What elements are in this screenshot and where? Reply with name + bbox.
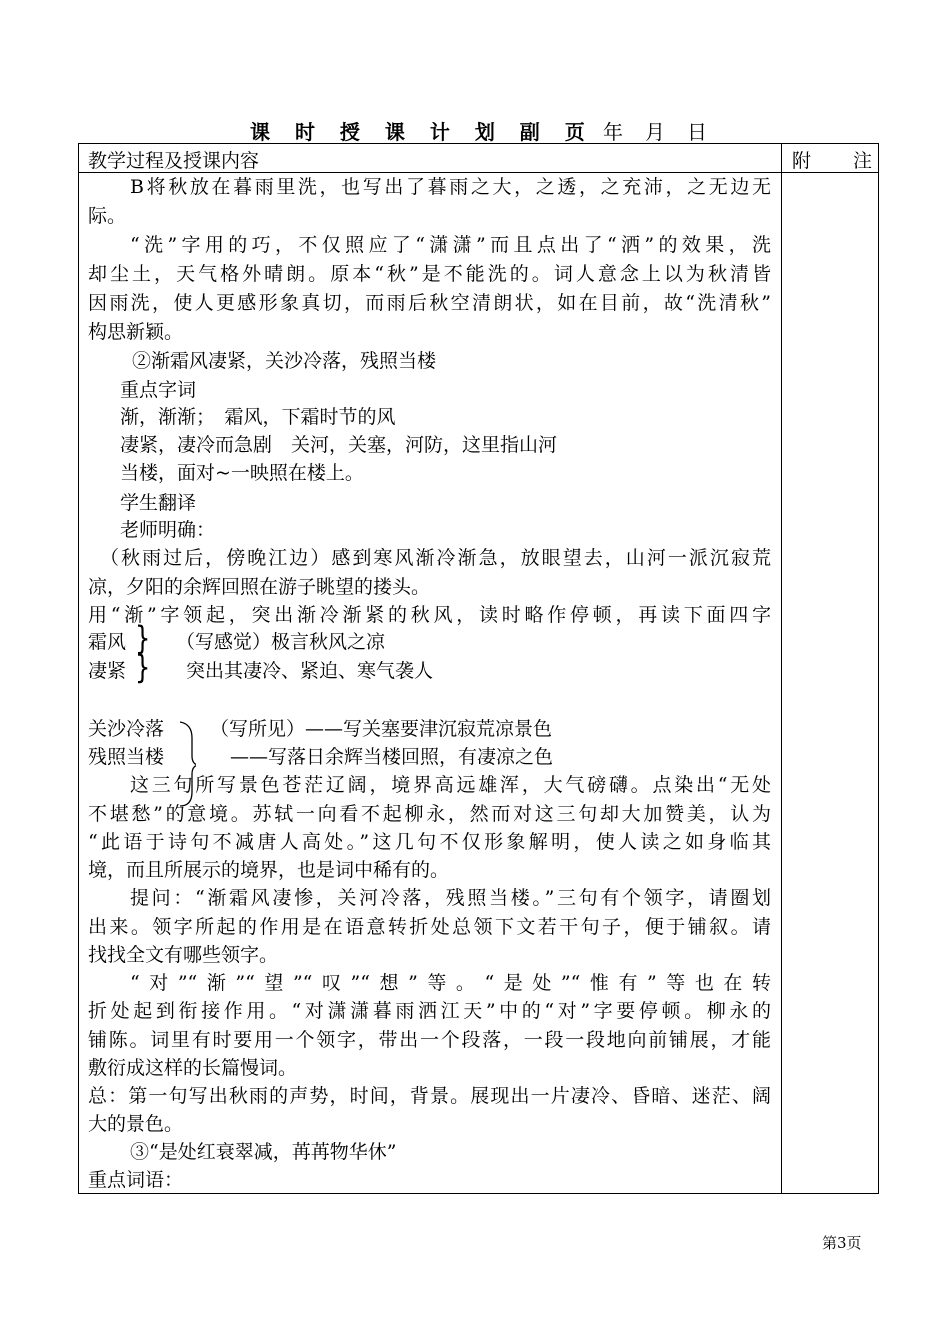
text-line: “对”“渐”“望”“叹”“想”等。“是处”“惟有”等也在转 [130, 972, 771, 994]
page-number: 第3页 [822, 1234, 862, 1252]
text-line: “此语于诗句不减唐人高处。”这几句不仅形象解明，使人读之如身临其 [88, 831, 771, 853]
text-line: 出来。领字所起的作用是在语意转折处总领下文若干句子，便于铺叙。请 [88, 916, 771, 938]
text-line: ②渐霜风凄紧，关沙冷落，残照当楼 [132, 350, 437, 372]
text-line: “洗”字用的巧，不仅照应了“潇潇”而且点出了“洒”的效果，洗 [130, 234, 771, 256]
text-line: 境，而且所展示的境界，也是词中稀有的。 [88, 859, 450, 881]
text-line: 霜风 [88, 631, 127, 653]
text-line: 老师明确： [120, 519, 216, 541]
brace-symbol: } [135, 648, 151, 686]
text-line: 学生翻译 [120, 492, 197, 514]
text-line: 因雨洗，使人更感形象真切，而雨后秋空清朗状，如在目前，故“洗清秋” [88, 292, 771, 314]
date-field [603, 116, 729, 145]
text-line: 突出其凄冷、紧迫、寒气袭人 [186, 660, 434, 682]
text-line: 不堪愁”的意境。苏轼一向看不起柳永，然而对这三句却大加赞美，认为 [88, 803, 771, 825]
text-line: 找找全文有哪些领字。 [88, 944, 279, 966]
text-line: 折处起到衔接作用。“对潇潇暮雨洒江天”中的“对”字要停顿。柳永的 [88, 1000, 771, 1022]
text-line: ③“是处红衰翠减，苒苒物华休” [130, 1141, 397, 1163]
page-title: 课 时 授 课 计 划 副 页 [250, 120, 594, 144]
text-line: （写所见）——写关塞要津沉寂荒凉景色 [210, 718, 553, 740]
text-line: 这三句所写景色苍茫辽阔，境界高远雄浑，大气磅礴。点染出“无处 [130, 774, 771, 796]
text-line: B将秋放在暮雨里洗，也写出了暮雨之大，之透，之充沛，之无边无 [130, 176, 771, 198]
text-line: 重点字词 [120, 379, 197, 401]
text-line: ——写落日余辉当楼回照，有凄凉之色 [230, 746, 554, 768]
text-line: 敷衍成这样的长篇慢词。 [88, 1057, 298, 1079]
column-header-content: 教学过程及授课内容 [88, 150, 260, 172]
brace-symbol: } [135, 619, 151, 657]
text-line: 用“渐”字领起，突出渐冷渐紧的秋风，读时略作停顿，再读下面四字 [88, 604, 771, 626]
text-line: 残照当楼 [88, 746, 165, 768]
text-line: 关沙冷落 [88, 718, 165, 740]
text-line: 大的景色。 [88, 1113, 184, 1135]
text-line: （写感觉）极言秋风之凉 [176, 631, 386, 653]
date-day: 日 [687, 120, 707, 144]
text-line: 际。 [88, 205, 127, 227]
text-line: （秋雨过后，傍晚江边）感到寒风渐冷渐急，放眼望去，山河一派沉寂荒 [100, 547, 771, 569]
text-line: 构思新颖。 [88, 321, 184, 343]
date-month: 月 [645, 120, 665, 144]
text-line: 凄紧，凄冷而急剧 关河，关塞，河防，这里指山河 [120, 434, 558, 456]
text-line: 渐，渐渐； 霜风，下霜时节的风 [120, 406, 396, 428]
text-line: 凉，夕阳的余辉回照在游子眺望的搂头。 [88, 576, 431, 598]
date-year: 年 [603, 120, 623, 144]
text-line: 提问：“渐霜风凄惨，关河冷落，残照当楼。”三句有个领字，请圈划 [130, 887, 771, 909]
text-line: 却尘土，天气格外晴朗。原本“秋”是不能洗的。词人意念上以为秋清皆 [88, 263, 771, 285]
column-divider [781, 143, 782, 1194]
text-line: 重点词语： [88, 1169, 184, 1191]
text-line: 总：第一句写出秋雨的声势，时间，背景。展现出一片凄冷、昏暗、迷茫、阔 [88, 1085, 771, 1107]
text-line: 当楼，面对~一映照在楼上。 [120, 462, 364, 484]
text-line: 凄紧 [88, 660, 127, 682]
column-header-notes: 附 注 [792, 150, 891, 172]
text-line: 铺陈。词里有时要用一个领字，带出一个段落，一段一段地向前铺展，才能 [88, 1029, 771, 1051]
